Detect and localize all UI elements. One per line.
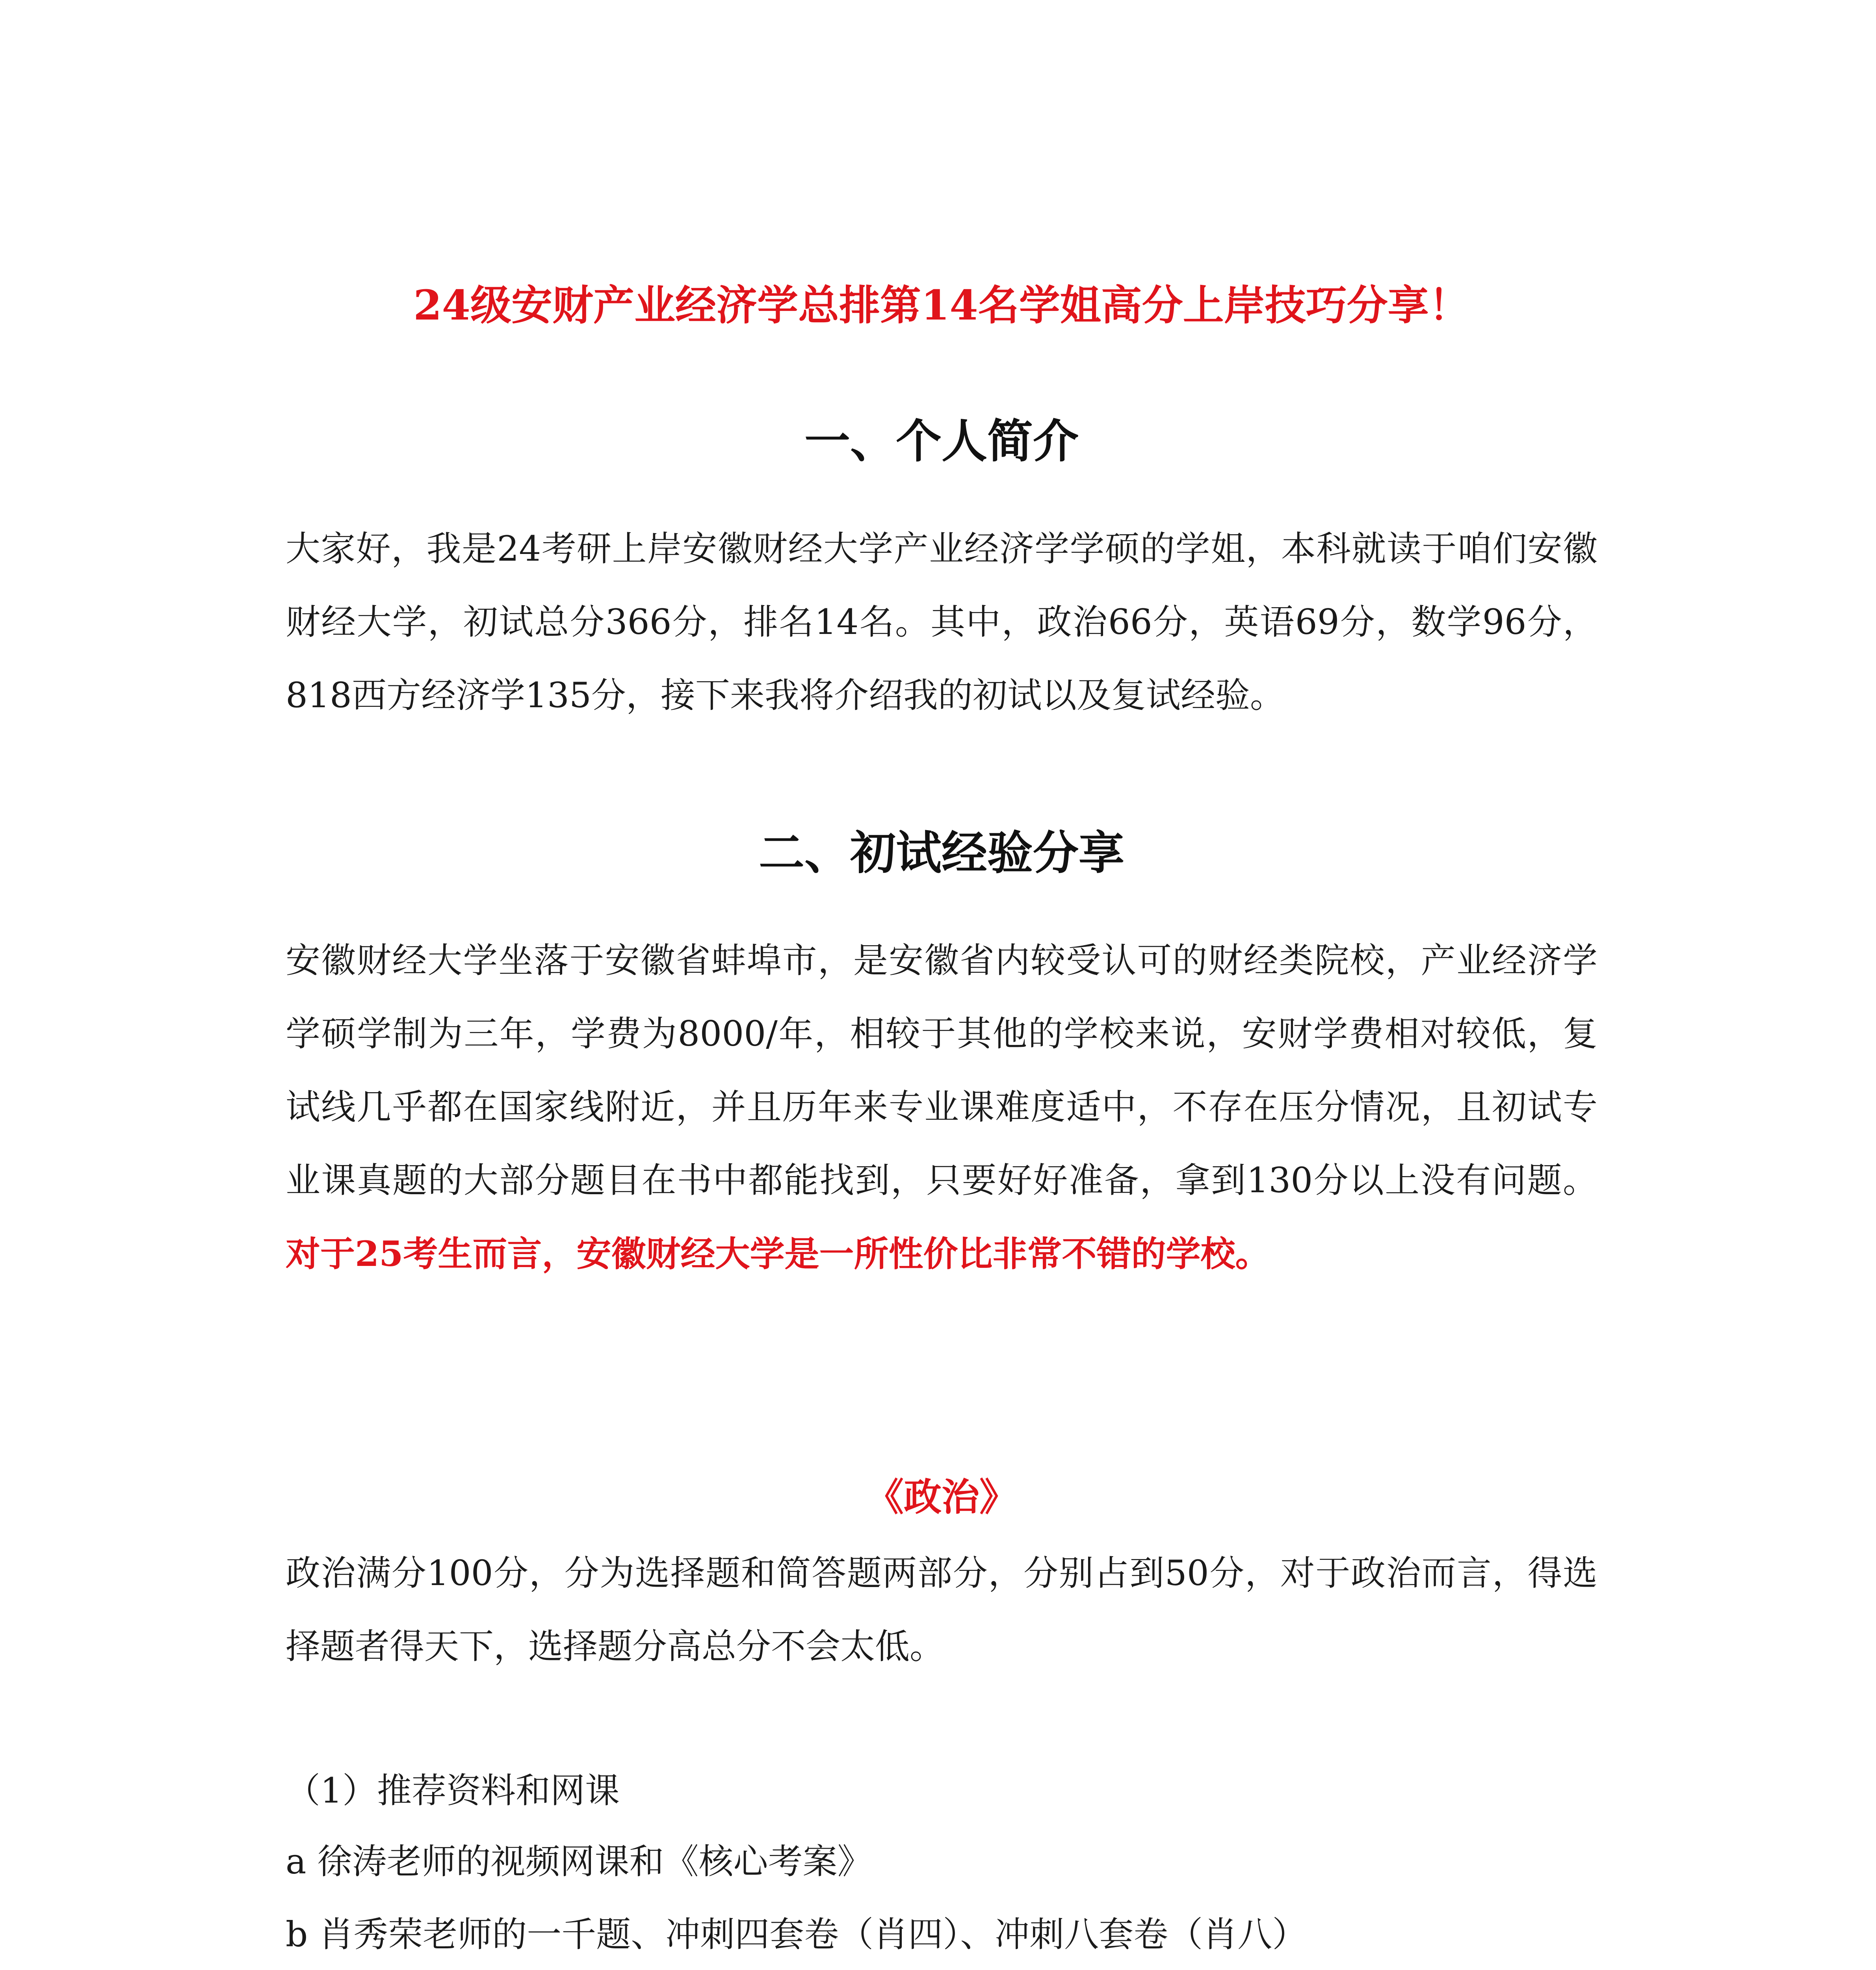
exam-experience-highlight: 对于25考生而言，安徽财经大学是一所性价比非常不错的学校。 [286, 1233, 1270, 1274]
politics-heading: 《政治》 [866, 1475, 1017, 1519]
section-heading-exam-experience: 二、初试经验分享 [759, 826, 1124, 880]
personal-intro-paragraph: 大家好，我是24考研上岸安徽财经大学产业经济学学硕的学姐，本科就读于咱们安徽财经大学，初试总分366分，排名14名。其中，政治66分，英语69分，数学96分，818西方经济学135分，接下来我将介绍我的初试以及复试经验。 [286, 528, 1597, 716]
document-title: 24级安财产业经济学总排第14名学姐高分上岸技巧分享！ [413, 281, 1470, 329]
resources-heading: （1）推荐资料和网课 [286, 1770, 620, 1811]
resource-item-a: a 徐涛老师的视频网课和《核心考案》 [286, 1841, 872, 1882]
politics-intro-paragraph: 政治满分100分，分为选择题和简答题两部分，分别占到50分，对于政治而言，得选择题者得天下，选择题分高总分不会太低。 [286, 1553, 1597, 1667]
exam-experience-paragraph [286, 924, 1597, 1291]
section-heading-personal-intro: 一、个人简介 [804, 414, 1079, 468]
resource-item-b: b 肖秀荣老师的一千题、冲刺四套卷（肖四）、冲刺八套卷（肖八） [286, 1914, 1307, 1955]
exam-experience-text: 安徽财经大学坐落于安徽省蚌埠市，是安徽省内较受认可的财经类院校，产业经济学学硕学制为三年，学费为8000/年，相较于其他的学校来说，安财学费相对较低，复试线几乎都在国家线附近，并且历年来专业课难度适中，不存在压分情况，且初试专业课真题的大部分题目在书中都能找到，只要好好准备，拿到130分以上没有问题。 [286, 940, 1597, 1201]
